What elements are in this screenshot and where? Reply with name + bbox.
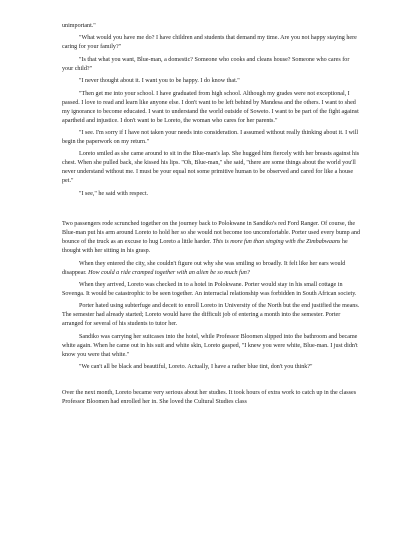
section-break (62, 375, 362, 389)
document-page (62, 22, 362, 411)
paragraph: "I see. I'm sorry if I have not taken your needs into consideration. I assumed without really thinking about it. I will begin the paperwork on my return." (62, 129, 359, 145)
paragraph: "What would you have me do? I have children and students that demand my time. Are you not happy staying here caring for your family?" (62, 35, 357, 51)
section-3 (62, 389, 362, 407)
paragraph: "We can't all be black and beautiful, Loreto. Actually, I have a rather blue tint, don't you think?" (79, 364, 313, 371)
paragraph: When they entered the city, she couldn't figure out why she was smiling so broadly. It felt like her ears would disappear. How could a ride cramped together with an alien be so much fun? (62, 260, 346, 276)
paragraph: unimportant." (62, 23, 96, 29)
section-2 (62, 220, 362, 372)
paragraph: "Then get me into your school. I have graduated from high school. Although my grades were not exceptional, I passed. I love to read and learn like anyone else. I don't want to be left behind by Mandesa and the others. I want to shed my ignorance to become educated. I want to understand the world outside of Soweto. I want to be part of the fight against apartheid and injustice. I don't want to be Loreto, the woman who cares for her parents." (62, 90, 359, 124)
paragraph: Two passengers rode scrunched together on the journey back to Polokwane in Sandiko's red Ford Ranger. Of course, the Blue-man put his arm around Loreto to hold her so she would not become too uncomfortable. Porter used every bump and bounce of the truck as an excuse to hug Loreto a little harder. This is more fun than singing with the Zimbabwaans he thought with her sitting in his grasp. (62, 221, 361, 255)
paragraph: Porter hated using subterfuge and deceit to enroll Loreto in University of the North but the end justified the means. The semester had already started; Loreto would have the difficult job of entering a month into the semester. Porter arranged for several of his students to tutor her. (62, 303, 360, 328)
paragraph: Loreto smiled as she came around to sit in the Blue-man's lap. She hugged him fiercely with her breasts against his chest. When she pulled back, she kissed his lips. "Oh, Blue-man," she said, "there are some things about the world you'll never understand without me. I must be your equal not some primitive human to be observed and cared for like a house pet." (62, 151, 360, 185)
section-1 (62, 22, 362, 199)
paragraph: Sandiko was carrying her suitcases into the hotel, while Professor Bloomen slipped into the bathroom and became white again. When he came out in his suit and white skin, Loreto gasped, "I knew you were white, Blue-man. I just didn't know you were that white." (62, 333, 358, 358)
paragraph: Over the next month, Loreto became very serious about her studies. It took hours of extra work to catch up in the classes Professor Bloomen had enrolled her in. She loved the Cultural Studies class (62, 390, 357, 406)
paragraph: When they arrived, Loreto was checked in to a hotel in Polokwane. Porter would stay in his small cottage in Sovenga. It would be catastrophic to be seen together. An interracial relationship was forbidden in South African society. (62, 281, 357, 297)
paragraph: "I see," he said with respect. (79, 190, 149, 197)
paragraph: "Is that what you want, Blue-man, a domestic? Someone who cooks and cleans house? Someone who cares for your child?" (62, 56, 350, 72)
section-break (62, 202, 362, 220)
paragraph: "I never thought about it. I want you to be happy. I do know that." (79, 78, 240, 85)
